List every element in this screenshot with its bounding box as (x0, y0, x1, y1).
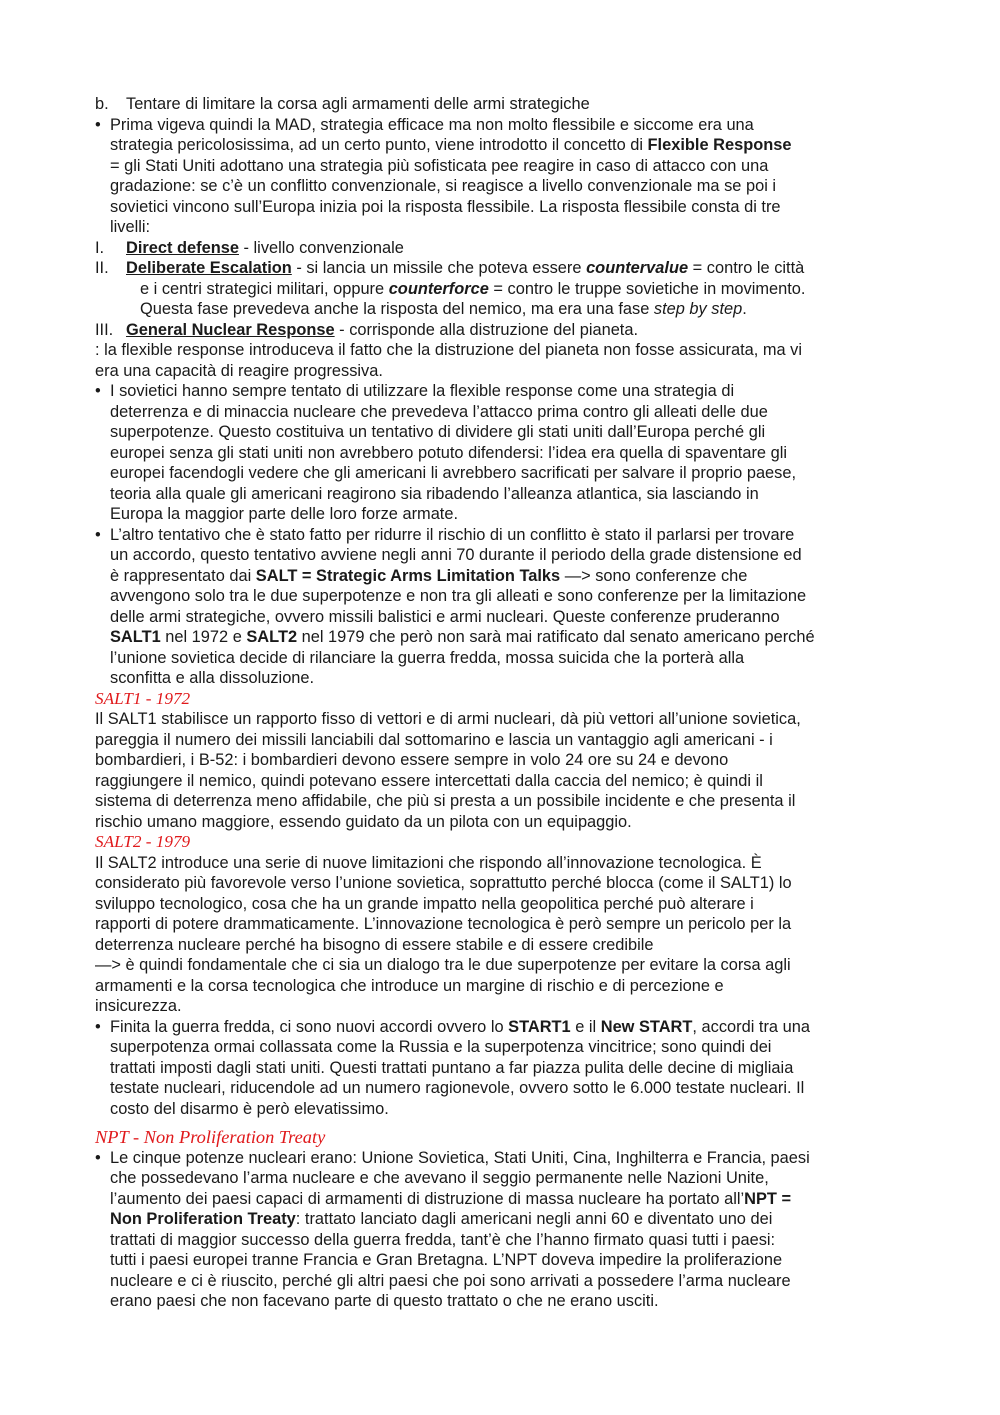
paragraph-line: deterrenza nucleare perché ha bisogno di essere stabile e di essere credibile (95, 935, 654, 954)
paragraph-line (95, 279, 910, 300)
text-run: l’aumento dei paesi capaci di armamenti di distruzione di massa nucleare ha portato all’ (110, 1189, 745, 1208)
list-marker: b. (95, 95, 109, 113)
list-marker: II. (95, 259, 109, 277)
paragraph-line: che possedevano l’arma nucleare e che avevano il seggio permanente nelle Nazioni Unite, (110, 1169, 769, 1187)
term-salt1: SALT1 (110, 628, 161, 646)
paragraph-line: pareggia il numero dei missili lanciabili dal sottomarino e lascia un vantaggio agli americani - i (95, 730, 773, 749)
term-deliberate-escalation: Deliberate Escalation (126, 259, 292, 277)
paragraph-line: livelli: (110, 218, 151, 236)
text-run: - livello convenzionale (238, 238, 404, 257)
paragraph-line: sovietici vincono sull’Europa inizia poi la risposta flessibile. La risposta flessibile consta di tre (110, 197, 781, 216)
text-run: = contro le truppe sovietiche in movimento. (488, 279, 806, 298)
paragraph-line (95, 299, 910, 320)
bullet-dot: • (95, 525, 101, 544)
paragraph-line: —> è quindi fondamentale che ci sia un dialogo tra le due superpotenze per evitare la corsa agli (95, 956, 791, 974)
paragraph-line: testate nucleari, riducendole ad un numero ragionevole, ovvero sotto le 6.000 testate nucleari. Il (110, 1079, 805, 1097)
list-item-b (95, 94, 910, 115)
bullet-dot: • (95, 382, 101, 400)
paragraph-line: teoria alla quale gli americani reagirono sia ribadendo l’alleanza atlantica, sia lasciando in (110, 484, 759, 503)
paragraph-line: rischio umano maggiore, essendo guidato da un pilota con un equipaggio. (95, 812, 632, 831)
paragraph-line: Europa la maggior parte delle loro forze armate. (110, 505, 459, 523)
text-run: Finita la guerra fredda, ci sono nuovi accordi ovvero lo (110, 1017, 509, 1036)
paragraph-line (110, 566, 910, 587)
text-run: . (742, 300, 747, 318)
text-run: e il (570, 1017, 601, 1036)
paragraph-line (110, 135, 910, 156)
paragraph-line: sconfitta e alla dissoluzione. (110, 669, 315, 687)
salt1-paragraph (95, 709, 910, 832)
text-run: Questa fase prevedeva anche la risposta del nemico, ma era una fase (140, 300, 654, 318)
paragraph-line: nucleare e ci è riuscito, perché gli altri paesi che poi sono arrivati a possedere l’arma nucleare (110, 1271, 791, 1290)
paragraph-line: = gli Stati Uniti adottano una strategia più sofisticata pee reagire in caso di attacco con una (110, 156, 769, 175)
bullet-soviet (95, 381, 910, 525)
paragraph-line: : la flexible response introduceva il fatto che la distruzione del pianeta non fosse assicurata, ma vi (95, 341, 803, 359)
term-start1: START1 (508, 1017, 571, 1036)
term-general-nuclear-response: General Nuclear Response (126, 320, 335, 339)
paragraph-line: erano paesi che non facevano parte di questo trattato o che ne erano usciti. (110, 1292, 659, 1310)
paragraph-line: sviluppo tecnologico, cosa che ha un grande impatto nella geopolitica perché può alterare i (95, 894, 754, 913)
paragraph-line: armamenti e la corsa tecnologica che introduce un margine di rischio e di percezione e (95, 976, 724, 995)
paragraph-line (110, 1209, 910, 1230)
bullet-mad (95, 115, 910, 238)
term-direct-defense: Direct defense (126, 238, 239, 257)
paragraph-line: trattati di maggior successo della guerra fredda, tant’è che l’hanno firmato quasi tutti i paesi: (110, 1230, 776, 1249)
paragraph-line (110, 627, 910, 648)
text-run: strategia pericolosissima, ad un certo punto, viene introdotto il concetto di (110, 136, 648, 154)
section-heading-salt1: SALT1 - 1972 (95, 688, 191, 708)
paragraph-line: Le cinque potenze nucleari erano: Unione Sovietica, Stati Uniti, Cina, Inghilterra e Francia, paesi (110, 1148, 810, 1167)
paragraph-line: europei senza gli stati uniti non avrebbero potuto difendersi: l’idea era quella di spaventare gli (110, 443, 788, 462)
paragraph-line: superpotenze. Questo costituiva un tentativo di dividere gli stati uniti dall’Europa perché gli (110, 423, 766, 441)
term-counterforce: counterforce (388, 279, 489, 298)
paragraph-line: gradazione: se c’è un conflitto convenzionale, si reagisce a livello convenzionale ma se poi i (110, 177, 777, 195)
paragraph-line: un accordo, questo tentativo avviene negli anni 70 durante il periodo della grade distensione ed (110, 546, 802, 564)
text-run: , accordi tra una (692, 1017, 810, 1036)
term-salt2: SALT2 (246, 628, 298, 646)
term-non-proliferation-treaty: Non Proliferation Treaty (110, 1210, 296, 1228)
paragraph-line: Prima vigeva quindi la MAD, strategia efficace ma non molto flessibile e siccome era una (110, 115, 754, 134)
section-heading-salt2: SALT2 - 1979 (95, 832, 191, 851)
document-page (95, 94, 910, 1312)
term-flexible-response: Flexible Response (647, 136, 792, 154)
term-salt: SALT = Strategic Arms Limitation Talks (255, 566, 561, 585)
term-npt: NPT = (744, 1189, 792, 1208)
bullet-dot: • (95, 1148, 101, 1167)
text-run: - corrisponde alla distruzione del pianeta. (334, 320, 639, 339)
paragraph-line: Il SALT2 introduce una serie di nuove limitazioni che rispondo all’innovazione tecnologica. È (95, 853, 762, 872)
paragraph-line: costo del disarmo è però elevatissimo. (110, 1099, 389, 1118)
bullet-start (95, 1017, 910, 1120)
paragraph-line: l’unione sovietica decide di rilanciare la guerra fredda, mossa suicida che la porterà alla (110, 648, 745, 667)
term-new-start: New START (600, 1017, 693, 1036)
paragraph-line (110, 1189, 910, 1210)
bullet-dot: • (95, 1017, 101, 1036)
paragraph-line: considerato più favorevole verso l’unione sovietica, soprattutto perché blocca (come il SALT1) lo (95, 874, 792, 892)
list-marker: I. (95, 238, 105, 257)
level-iii (95, 320, 910, 341)
section-heading-npt: NPT - Non Proliferation Treaty (95, 1127, 326, 1147)
text-run: = contro le città (688, 259, 805, 277)
text-run: e i centri strategici militari, oppure (140, 279, 389, 298)
paragraph-line: rapporti di potere drammaticamente. L’innovazione tecnologica è però sempre un pericolo per la (95, 915, 792, 933)
paragraph-line: superpotenza ormai collassata come la Russia e la superpotenza vincitrice; sono quindi dei (110, 1038, 772, 1056)
salt2-paragraph (95, 853, 910, 1017)
text-run: - si lancia un missile che poteva essere (291, 259, 587, 277)
paragraph-line: sistema di deterrenza meno affidabile, che più si presta a un possibile incidente e che presenta il (95, 792, 796, 810)
paragraph-line: trattati imposti dagli stati uniti. Questi trattati puntano a far piazza pulita delle decine di migliaia (110, 1058, 794, 1077)
level-ii (95, 258, 910, 320)
list-item-text: Tentare di limitare la corsa agli armamenti delle armi strategiche (126, 95, 590, 113)
paragraph-line: Il SALT1 stabilisce un rapporto fisso di vettori e di armi nucleari, dà più vettori all’unione sovietica, (95, 710, 801, 728)
paragraph-line: tutti i paesi europei tranne Francia e Gran Bretagna. L’NPT doveva impedire la proliferazione (110, 1251, 783, 1269)
paragraph-line: insicurezza. (95, 997, 182, 1015)
text-run: : trattato lanciato dagli americani negli anni 60 e diventato uno dei (295, 1210, 773, 1228)
term-step-by-step: step by step (653, 300, 743, 318)
paragraph-line: avvengono solo tra le due superpotenze e non tra gli alleati e sono conferenze per la limitazione (110, 587, 807, 605)
paragraph-line: deterrenza e di minaccia nucleare che prevedeva l’attacco prima contro gli alleati delle due (110, 402, 768, 421)
text-run: è rappresentato dai (110, 566, 256, 585)
bullet-npt (95, 1148, 910, 1312)
paragraph-line: europei facendogli vedere che gli americani li avrebbero sacrificati per salvare il proprio paese, (110, 464, 797, 482)
paragraph-line: I sovietici hanno sempre tentato di utilizzare la flexible response come una strategia di (110, 382, 735, 400)
paragraph-line (110, 1017, 910, 1038)
flex-note (95, 340, 910, 381)
paragraph-line: L’altro tentativo che è stato fatto per ridurre il rischio di un conflitto è stato il parlarsi per trovare (110, 525, 795, 544)
bullet-salt (95, 525, 910, 689)
paragraph-line: era una capacità di reagire progressiva. (95, 361, 383, 380)
paragraph-line: bombardieri, i B-52: i bombardieri devono essere sempre in volo 24 ore su 24 e devono (95, 751, 729, 769)
text-run: nel 1979 che però non sarà mai ratificato dal senato americano perché (297, 628, 815, 646)
bullet-dot: • (95, 115, 101, 134)
text-run: —> sono conferenze che (560, 566, 748, 585)
paragraph-line: raggiungere il nemico, quindi potevano essere intercettati dalla caccia del nemico; è quindi il (95, 771, 763, 790)
level-i (95, 238, 910, 259)
paragraph-line: delle armi strategiche, ovvero missili balistici e armi nucleari. Queste conferenze pruderanno (110, 607, 780, 626)
list-marker: III. (95, 320, 114, 339)
text-run: nel 1972 e (160, 628, 247, 646)
term-countervalue: countervalue (586, 259, 689, 277)
paragraph-line (95, 258, 910, 279)
